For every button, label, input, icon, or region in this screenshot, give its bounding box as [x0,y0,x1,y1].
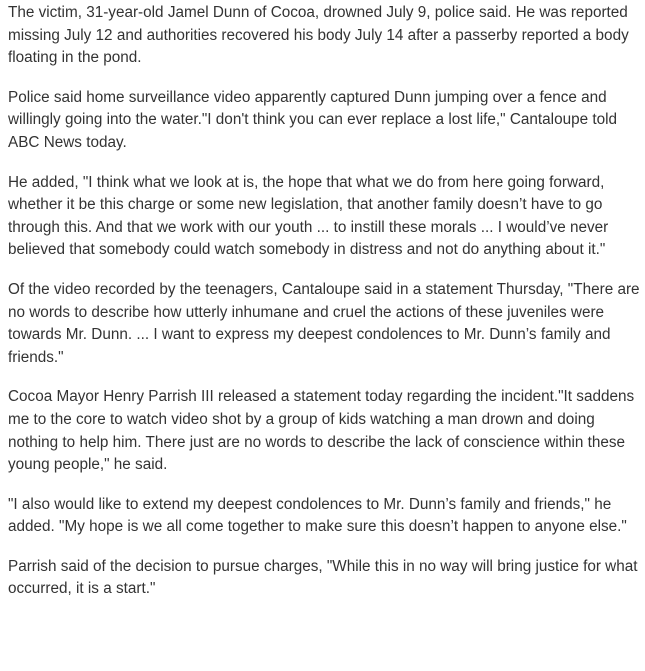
paragraph-he-added: He added, "I think what we look at is, the hope that what we do from here going forward, whether it be this charge or some new legislation, that another family doesn’t have to go through this. And that we work with our youth ... to instill these morals ... I would’ve never believed that somebody could watch somebody in distress and not do anything about it." [8,173,609,259]
paragraph-charges: Parrish said of the decision to pursue charges, "While this in no way will bring justice for what occurred, it is a start." [8,557,638,598]
paragraph-surveillance: Police said home surveillance video apparently captured Dunn jumping over a fence and willingly going into the water."I don't think you can ever replace a lost life," Cantaloupe told ABC News today. [8,88,618,151]
paragraph-victim: The victim, 31-year-old Jamel Dunn of Cocoa, drowned July 9, police said. He was reported missing July 12 and authorities recovered his body July 14 after a passerby reported a body floating in the pond. [8,4,629,67]
paragraph-condolences: "I also would like to extend my deepest condolences to Mr. Dunn’s family and friends," he added. "My hope is we all come together to make sure this doesn’t happen to anyone else." [8,495,627,536]
paragraph-video-statement: Of the video recorded by the teenagers, Cantaloupe said in a statement Thursday, "There are no words to describe how utterly inhumane and cruel the actions of these juveniles were towards Mr. Dunn. ... I want to express my deepest condolences to Mr. Dunn’s family and friends." [8,280,640,366]
paragraph-mayor-statement: Cocoa Mayor Henry Parrish III released a statement today regarding the incident."It saddens me to the core to watch video shot by a group of kids watching a man drown and doing nothing to help him. There just are no words to describe the lack of conscience within these young people," he said. [8,388,635,474]
